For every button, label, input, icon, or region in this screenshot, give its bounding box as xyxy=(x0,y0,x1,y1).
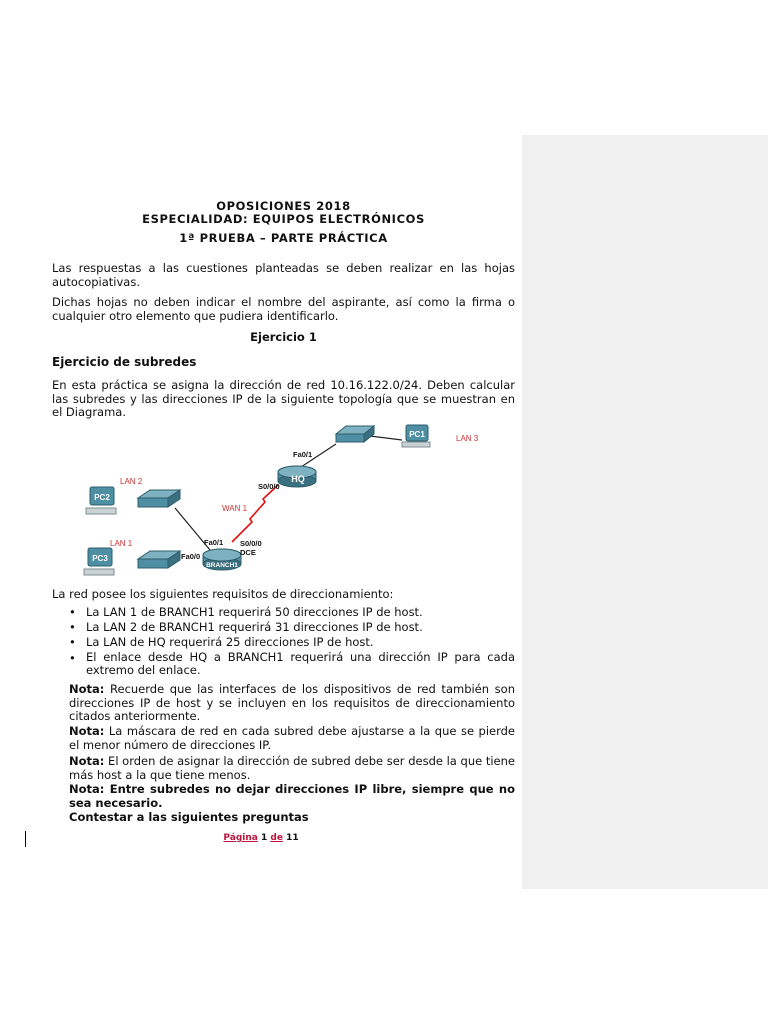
requirement-item xyxy=(69,635,515,650)
requirement-item xyxy=(69,605,515,620)
exercise-subtitle: Ejercicio de subredes xyxy=(52,355,197,369)
requirement-text: La LAN 2 de BRANCH1 requerirá 31 direcciones IP de host. xyxy=(86,620,423,635)
hq-fa-port: Fa0/1 xyxy=(293,450,313,459)
requirement-text: El enlace desde HQ a BRANCH1 requerirá una dirección IP para cada extremo del enlace. xyxy=(86,649,515,678)
requirements-list xyxy=(52,605,515,678)
note-3 xyxy=(69,755,515,782)
bullet: • xyxy=(69,620,76,635)
note-text: La máscara de red en cada subred debe ajustarse a la que se pierde el menor número de direcciones IP. xyxy=(69,724,515,752)
requirements-intro: La red posee los siguientes requisitos de direccionamiento: xyxy=(52,587,394,601)
requirement-item xyxy=(69,620,515,635)
note-label: Nota: xyxy=(69,754,105,768)
note-label: Nota: xyxy=(69,724,105,738)
requirement-item xyxy=(69,649,515,678)
note-label: Nota: xyxy=(69,682,105,696)
exercise-paragraph: En esta práctica se asigna la dirección de red 10.16.122.0/24. Deben calcular las subredes y las direcciones IP de la siguiente topología que se muestran en el Diagrama. xyxy=(52,378,515,419)
header-line-3: 1ª PRUEBA – PARTE PRÁCTICA xyxy=(179,231,388,245)
comments-pane xyxy=(522,135,768,889)
pc3-icon xyxy=(84,548,114,575)
router-hq-icon xyxy=(278,466,316,487)
footer-total-pages: 11 xyxy=(286,833,299,843)
lan2-label: LAN 2 xyxy=(120,477,143,486)
branch1-label: BRANCH1 xyxy=(206,562,238,569)
pc1-label: PC1 xyxy=(409,430,425,439)
header-line-1: OPOSICIONES 2018 xyxy=(216,199,351,213)
page-footer xyxy=(0,833,522,843)
hq-serial-port: S0/0/0 xyxy=(258,482,280,491)
bullet: • xyxy=(69,650,76,665)
requirement-text: La LAN 1 de BRANCH1 requerirá 50 direcciones IP de host. xyxy=(86,605,423,619)
bullet: • xyxy=(69,605,76,619)
branch1-fa01-port: Fa0/1 xyxy=(204,538,224,547)
exercise-title: Ejercicio 1 xyxy=(250,330,317,344)
note-2 xyxy=(69,725,515,752)
branch1-serial-port: S0/0/0 xyxy=(240,539,262,548)
hq-label: HQ xyxy=(291,474,305,484)
lan3-label: LAN 3 xyxy=(456,434,479,443)
bullet: • xyxy=(69,635,76,650)
intro-paragraph-2: Dichas hojas no deben indicar el nombre del aspirante, así como la firma o cualquier otro elemento que pudiera identificarlo. xyxy=(52,295,515,323)
pc1-icon xyxy=(402,425,430,447)
pc2-label: PC2 xyxy=(94,493,110,502)
branch1-fa00-port: Fa0/0 xyxy=(181,552,201,561)
wan1-label: WAN 1 xyxy=(222,504,248,513)
router-branch1-icon xyxy=(203,549,241,570)
footer-de: de xyxy=(270,833,283,843)
note-text: Recuerde que las interfaces de los dispositivos de red también son direcciones IP de host y se incluyen en los requisitos de direccionamiento citados anteriormente. xyxy=(69,682,515,723)
branch1-dce-label: DCE xyxy=(240,548,256,557)
switch-lan3-icon xyxy=(336,426,374,442)
pc3-label: PC3 xyxy=(92,554,108,563)
pc2-icon xyxy=(86,487,116,514)
note-1 xyxy=(69,683,515,724)
footer-pagina: Página xyxy=(223,833,258,843)
requirement-text: La LAN de HQ requerirá 25 direcciones IP de host. xyxy=(86,635,374,650)
questions-heading: Contestar a las siguientes preguntas xyxy=(69,810,309,824)
note-4: Nota: Entre subredes no dejar direcciones IP libre, siempre que no sea necesario. xyxy=(69,782,515,810)
switch-lan1-icon xyxy=(138,551,180,568)
note-text: El orden de asignar la dirección de subred debe ser desde la que tiene más host a la que tiene menos. xyxy=(69,754,515,782)
switch-lan2-icon xyxy=(138,490,180,507)
lan1-label: LAN 1 xyxy=(110,539,133,548)
network-topology-diagram xyxy=(80,422,520,584)
header-line-2: ESPECIALIDAD: EQUIPOS ELECTRÓNICOS xyxy=(142,212,425,226)
footer-page-number: 1 xyxy=(260,833,268,843)
intro-paragraph-1: Las respuestas a las cuestiones planteadas se deben realizar en las hojas autocopiativas. xyxy=(52,261,515,289)
